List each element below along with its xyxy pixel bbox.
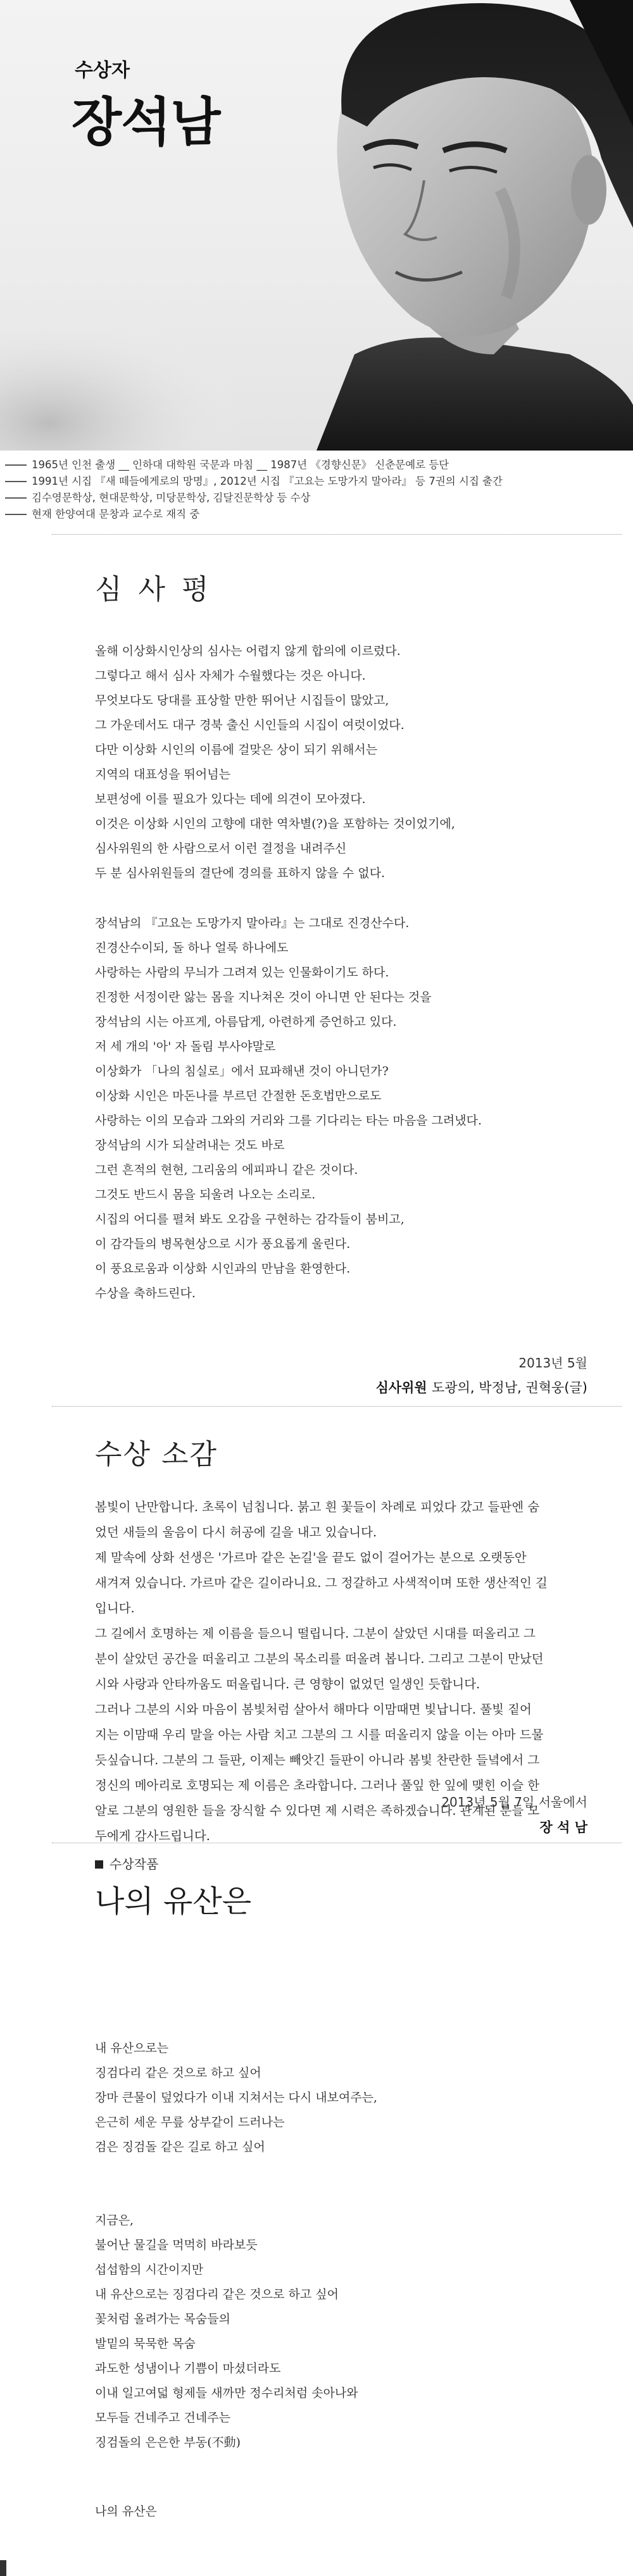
speech-line: 입니다. (95, 1601, 135, 1615)
review-line: 장석남의 시가 되살려내는 것도 바로 (95, 1138, 285, 1152)
poem-line: 내 유산으로는 징검다리 같은 것으로 하고 싶어 (95, 2287, 339, 2301)
review-line: 장석남의 『고요는 도망가지 말아라』는 그대로 진경산수다. (95, 916, 410, 930)
review-line: 무엇보다도 당대를 표상할 만한 뛰어난 시집들이 많았고, (95, 694, 389, 707)
speech-line: 분이 살았던 공간을 떠올리고 그분의 목소리를 떠올려 봅니다. 그리고 그분이 만났던 (95, 1652, 544, 1666)
speech-line: 두에게 감사드립니다. (95, 1829, 210, 1843)
awardee-name: 장석남 (72, 92, 220, 152)
poem-line: 나의 유산은 (95, 2504, 157, 2518)
review-line: 보편성에 이를 필요가 있다는 데에 의견이 모아졌다. (95, 792, 366, 806)
speech-line: 알로 그분의 영원한 들을 장식할 수 있다면 제 시력은 족하겠습니다. 관계된 분들 모 (95, 1803, 540, 1818)
review-line: 올해 이상화시인상의 심사는 어렵지 않게 합의에 이르렀다. (95, 644, 401, 658)
signature-role: 심사위원 (375, 1380, 427, 1395)
bio-line: 김수영문학상, 현대문학상, 미당문학상, 김달진문학상 등 수상 (5, 490, 633, 506)
review-line: 진정한 서정이란 앓는 몸을 지나쳐온 것이 아니면 안 된다는 것을 (95, 990, 432, 1004)
bio-line: 1965년 인천 출생 __ 인하대 대학원 국문과 마침 __ 1987년 《경향신문》 신춘문예로 등단 (5, 457, 633, 473)
review-line: 지역의 대표성을 뛰어넘는 (95, 768, 230, 781)
speech-line: 시와 사랑과 안타까움도 떠올립니다. 큰 영향이 없었던 일생인 듯합니다. (95, 1677, 480, 1691)
poem-line: 모두들 건네주고 건네주는 (95, 2411, 230, 2425)
page-corner-mark (0, 2560, 6, 2576)
review-paragraph-2 (95, 911, 601, 1306)
poem-line: 검은 징검돌 같은 길로 하고 싶어 (95, 2140, 265, 2154)
review-line: 그것도 반드시 몸을 되울려 나오는 소리로. (95, 1188, 316, 1202)
awardee-label: 수상자 (75, 59, 130, 82)
poem-line: 내 유산으로는 (95, 2041, 169, 2055)
review-line: 그 가운데서도 대구 경북 출신 시인들의 시집이 여럿이었다. (95, 718, 404, 732)
review-line: 다만 이상화 시인의 이름에 걸맞은 상이 되기 위해서는 (95, 743, 378, 757)
speech-line: 제 말속에 상화 선생은 '가르마 같은 논길'을 끝도 없이 걸어가는 분으로 오랫동안 (95, 1550, 527, 1565)
review-paragraph-1 (95, 639, 601, 886)
poem-line: 꽃처럼 올려가는 목숨들의 (95, 2312, 230, 2326)
poem-line: 이내 일고여덟 형제들 새까만 정수리처럼 솟아나와 (95, 2386, 358, 2400)
review-line: 진경산수이되, 돌 하나 얼룩 하나에도 (95, 941, 289, 955)
review-line: 이 풍요로움과 이상화 시인과의 만남을 환영한다. (95, 1262, 351, 1276)
work-label: 수상작품 (95, 1854, 158, 1872)
review-line: 그렇다고 해서 심사 자체가 수월했다는 것은 아니다. (95, 669, 366, 683)
speech-line: 새겨져 있습니다. 가르마 같은 길이라니요. 그 정갈하고 사색적이며 또한 생산적인 길 (95, 1576, 548, 1590)
speech-line: 지는 이맘때 우리 말을 아는 사람 치고 그분의 그 시를 떠올리지 않을 이는 아마 드물 (95, 1727, 544, 1742)
bio-line: 1991년 시집 『새 떼들에게로의 망명』, 2012년 시집 『고요는 도망가지 말아라』 등 7권의 시집 출간 (5, 473, 633, 490)
speech-line: 듯싶습니다. 그분의 그 들판, 이제는 빼앗긴 들판이 아니라 봄빛 찬란한 들녘에서 그 (95, 1753, 540, 1767)
speech-line: 정신의 메아리로 호명되는 제 이름은 초라합니다. 그러나 풀잎 한 잎에 맺힌 이슬 한 (95, 1778, 540, 1793)
poem-stanza-2 (95, 2208, 601, 2455)
author-photo (0, 0, 633, 451)
review-line: 사랑하는 이의 모습과 그와의 거리와 그를 기다리는 타는 마음을 그려냈다. (95, 1114, 482, 1128)
poem-line: 섭섭함의 시간이지만 (95, 2263, 204, 2277)
square-bullet-icon (95, 1860, 103, 1869)
review-date: 2013년 5월 (518, 1355, 587, 1371)
poem-line: 은근히 세운 무릎 상부같이 드러나는 (95, 2115, 285, 2129)
review-line: 저 세 개의 '아' 자 돌림 부사야말로 (95, 1040, 276, 1054)
review-line: 그런 흔적의 현현, 그리움의 에피파니 같은 것이다. (95, 1163, 358, 1177)
review-line: 시집의 어디를 펼쳐 봐도 오감을 구현하는 감각들이 붐비고, (95, 1212, 404, 1226)
review-line: 심사위원의 한 사람으로서 이런 결정을 내려주신 (95, 842, 347, 856)
review-line: 이것은 이상화 시인의 고향에 대한 역차별(?)을 포함하는 것이었기에, (95, 817, 455, 831)
poem-line: 장마 큰물이 덮었다가 이내 지쳐서는 다시 내보여주는, (95, 2091, 378, 2105)
speech-line: 그 길에서 호명하는 제 이름을 들으니 떨립니다. 그분이 살았던 시대를 떠올리고 그 (95, 1626, 536, 1641)
speech-signature: 장 석 남 (539, 1820, 587, 1835)
poem-stanza-1 (95, 2036, 601, 2160)
speech-line: 그러나 그분의 시와 마음이 봄빛처럼 살아서 해마다 이맘때면 빛납니다. 풀빛 짙어 (95, 1702, 532, 1717)
speech-line: 었던 새들의 울음이 다시 허공에 길을 내고 있습니다. (95, 1525, 377, 1540)
poem-line: 과도한 성냄이나 기쁨이 마셨더라도 (95, 2361, 281, 2375)
poem-line: 징검다리 같은 것으로 하고 싶어 (95, 2066, 261, 2080)
signature-names: 도광의, 박정남, 권혁웅(글) (432, 1380, 587, 1395)
review-signature (376, 1378, 587, 1397)
speech-line: 봄빛이 난만합니다. 초록이 넘칩니다. 붉고 흰 꽃들이 차례로 피었다 갔고 들판엔 숨 (95, 1500, 540, 1514)
speech-date: 2013년 5월 7일 서울에서 (441, 1795, 587, 1810)
poem-line: 발밑의 묵묵한 목숨 (95, 2337, 196, 2351)
review-line: 사랑하는 사람의 무늬가 그려져 있는 인물화이기도 하다. (95, 966, 389, 980)
speech-title: 수상 소감 (95, 1438, 218, 1471)
divider (52, 534, 622, 535)
poem-line: 지금은, (95, 2213, 134, 2227)
work-title: 나의 유산은 (95, 1884, 252, 1919)
review-title: 심 사 평 (95, 573, 213, 606)
bio-line: 현재 한양여대 문창과 교수로 재직 중 (5, 506, 633, 523)
author-bio (0, 457, 633, 523)
poem-line: 불어난 물길을 먹먹히 바라보듯 (95, 2238, 258, 2252)
review-line: 장석남의 시는 아프게, 아름답게, 아련하게 증언하고 있다. (95, 1015, 397, 1029)
divider (52, 1406, 622, 1407)
poem-line: 징검돌의 은은한 부동(不動) (95, 2436, 241, 2449)
poem-stanza-3 (95, 2499, 601, 2524)
review-line: 이상화가 「나의 침실로」에서 묘파해낸 것이 아니던가? (95, 1064, 389, 1078)
review-line: 수상을 축하드린다. (95, 1286, 196, 1300)
review-line: 두 분 심사위원들의 결단에 경의를 표하지 않을 수 없다. (95, 866, 385, 880)
review-line: 이 감각들의 병목현상으로 시가 풍요롭게 울린다. (95, 1237, 351, 1251)
review-line: 이상화 시인은 마돈나를 부르던 간절한 돈호법만으로도 (95, 1089, 382, 1103)
